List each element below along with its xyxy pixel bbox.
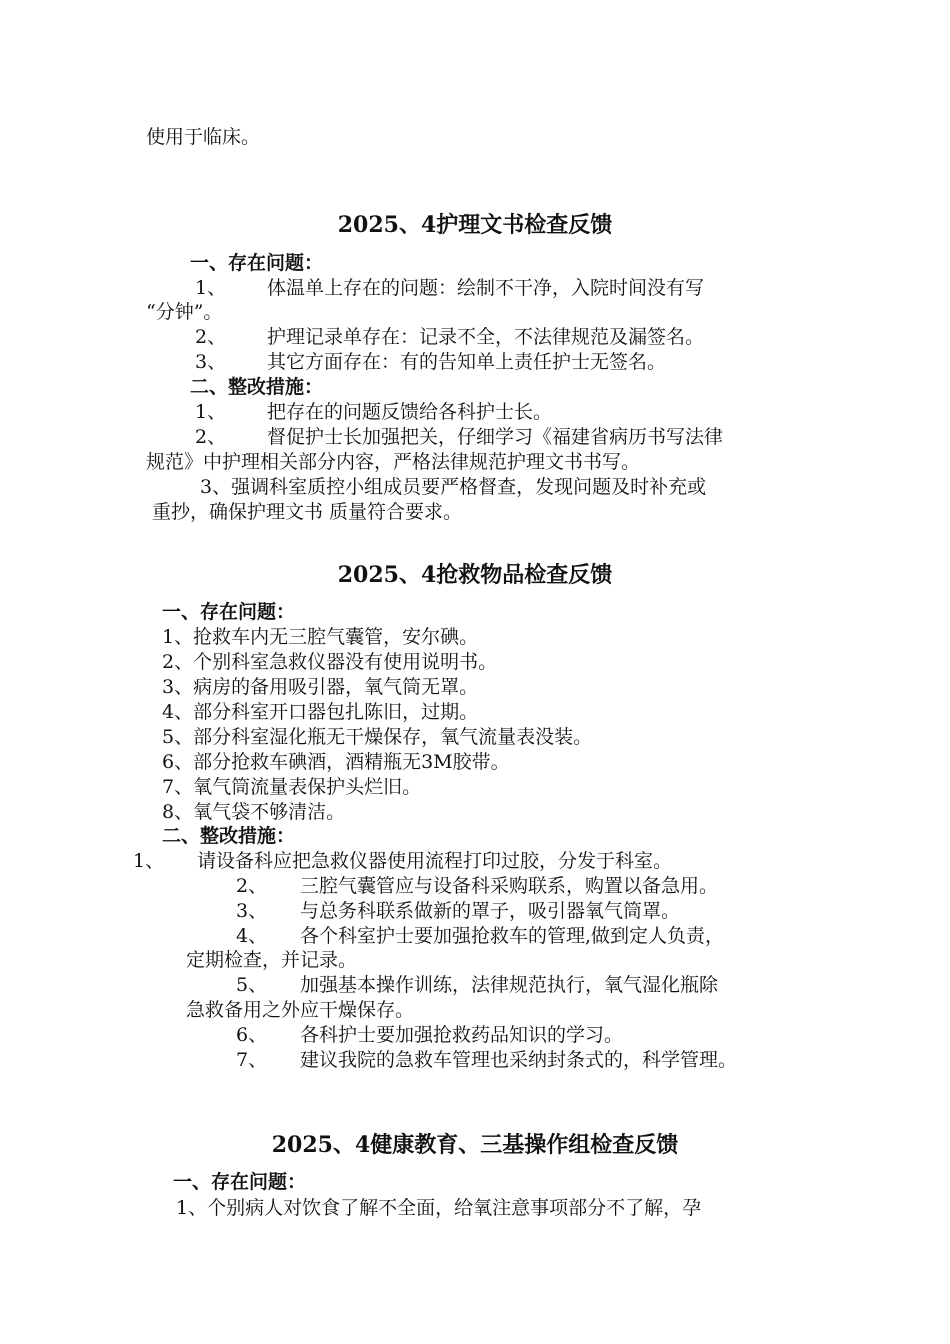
- list-item: [133, 849, 672, 873]
- list-item: 5、部分科室湿化瓶无干燥保存，氧气流量表没装。: [162, 726, 593, 748]
- item-number: 1、: [195, 277, 227, 299]
- item-number: 2、: [236, 875, 268, 897]
- list-item: 3、强调科室质控小组成员要严格督查，发现问题及时补充或: [200, 476, 707, 498]
- list-item: [236, 1023, 623, 1047]
- paragraph-continuation: 使用于临床。: [146, 126, 261, 148]
- item-number: 5、: [236, 974, 268, 996]
- item-number: 3、: [195, 351, 227, 373]
- list-item: 2、个别科室急救仪器没有使用说明书。: [162, 651, 498, 673]
- list-item: 3、病房的备用吸引器，氧气筒无罩。: [162, 676, 479, 698]
- problems-heading: 一、存在问题：: [173, 1171, 307, 1193]
- item-text: 三腔气囊管应与设备科采购联系，购置以备急用。: [300, 875, 719, 897]
- item-text: 其它方面存在：有的告知单上责任护士无签名。: [267, 351, 667, 373]
- list-item: 1、抢救车内无三腔气囊管，安尔碘。: [162, 626, 479, 648]
- list-item: [236, 899, 680, 923]
- item-number: 1、: [133, 850, 165, 872]
- item-text: 请设备科应把急救仪器使用流程打印过胶，分发于科室。: [197, 850, 673, 872]
- item-text: 各科护士要加强抢救药品知识的学习。: [300, 1024, 624, 1046]
- item-number: 6、: [236, 1024, 268, 1046]
- measures-heading: 二、整改措施：: [162, 825, 296, 847]
- measures-heading: 二、整改措施：: [190, 376, 324, 398]
- list-item: [236, 973, 718, 997]
- list-item-continuation: “分钟”。: [146, 301, 223, 323]
- list-item: 4、部分科室开口器包扎陈旧，过期。: [162, 701, 479, 723]
- item-number: 4、: [236, 925, 268, 947]
- list-item: [195, 325, 704, 349]
- item-text: 与总务科联系做新的罩子，吸引器氧气筒罩。: [300, 900, 681, 922]
- item-text: 体温单上存在的问题：绘制不干净，入院时间没有写: [267, 277, 705, 299]
- item-text: 把存在的问题反馈给各科护士长。: [267, 401, 553, 423]
- list-item-continuation: 规范》中护理相关部分内容，严格法律规范护理文书书写。: [146, 451, 641, 473]
- list-item: 6、部分抢救车碘酒，酒精瓶无3M胶带。: [162, 751, 510, 773]
- item-number: 7、: [236, 1049, 268, 1071]
- item-text: 各个科室护士要加强抢救车的管理,做到定人负责，: [300, 925, 725, 947]
- list-item: [236, 1048, 737, 1072]
- list-item: 7、氧气筒流量表保护头烂旧。: [162, 776, 422, 798]
- list-item: [195, 350, 666, 374]
- problems-heading: 一、存在问题：: [162, 601, 296, 623]
- list-item-continuation: 定期检查，并记录。: [186, 949, 358, 971]
- section-title-health-education: 2025、4健康教育、三基操作组检查反馈: [271, 1132, 679, 1158]
- list-item: 8、氧气袋不够清洁。: [162, 801, 346, 823]
- item-text: 护理记录单存在：记录不全，不法律规范及漏签名。: [267, 326, 705, 348]
- item-text: 加强基本操作训练，法律规范执行，氧气湿化瓶除: [300, 974, 719, 996]
- list-item: [195, 425, 723, 449]
- item-text: 建议我院的急救车管理也采纳封条式的，科学管理。: [300, 1049, 738, 1071]
- item-number: 2、: [195, 326, 227, 348]
- list-item: 1、个别病人对饮食了解不全面，给氧注意事项部分不了解，孕: [176, 1197, 702, 1219]
- list-item: [236, 924, 724, 948]
- list-item: [195, 400, 552, 424]
- problems-heading: 一、存在问题：: [190, 252, 324, 274]
- list-item-continuation: 急救备用之外应干燥保存。: [186, 999, 415, 1021]
- section-title-nursing-documents: 2025、4护理文书检查反馈: [337, 212, 613, 238]
- list-item-continuation: 重抄，确保护理文书 质量符合要求。: [152, 501, 463, 523]
- item-number: 3、: [236, 900, 268, 922]
- item-number: 1、: [195, 401, 227, 423]
- item-text: 督促护士长加强把关，仔细学习《福建省病历书写法律: [267, 426, 724, 448]
- section-title-rescue-supplies: 2025、4抢救物品检查反馈: [337, 562, 613, 588]
- list-item: [195, 276, 704, 300]
- list-item: [236, 874, 718, 898]
- item-number: 2、: [195, 426, 227, 448]
